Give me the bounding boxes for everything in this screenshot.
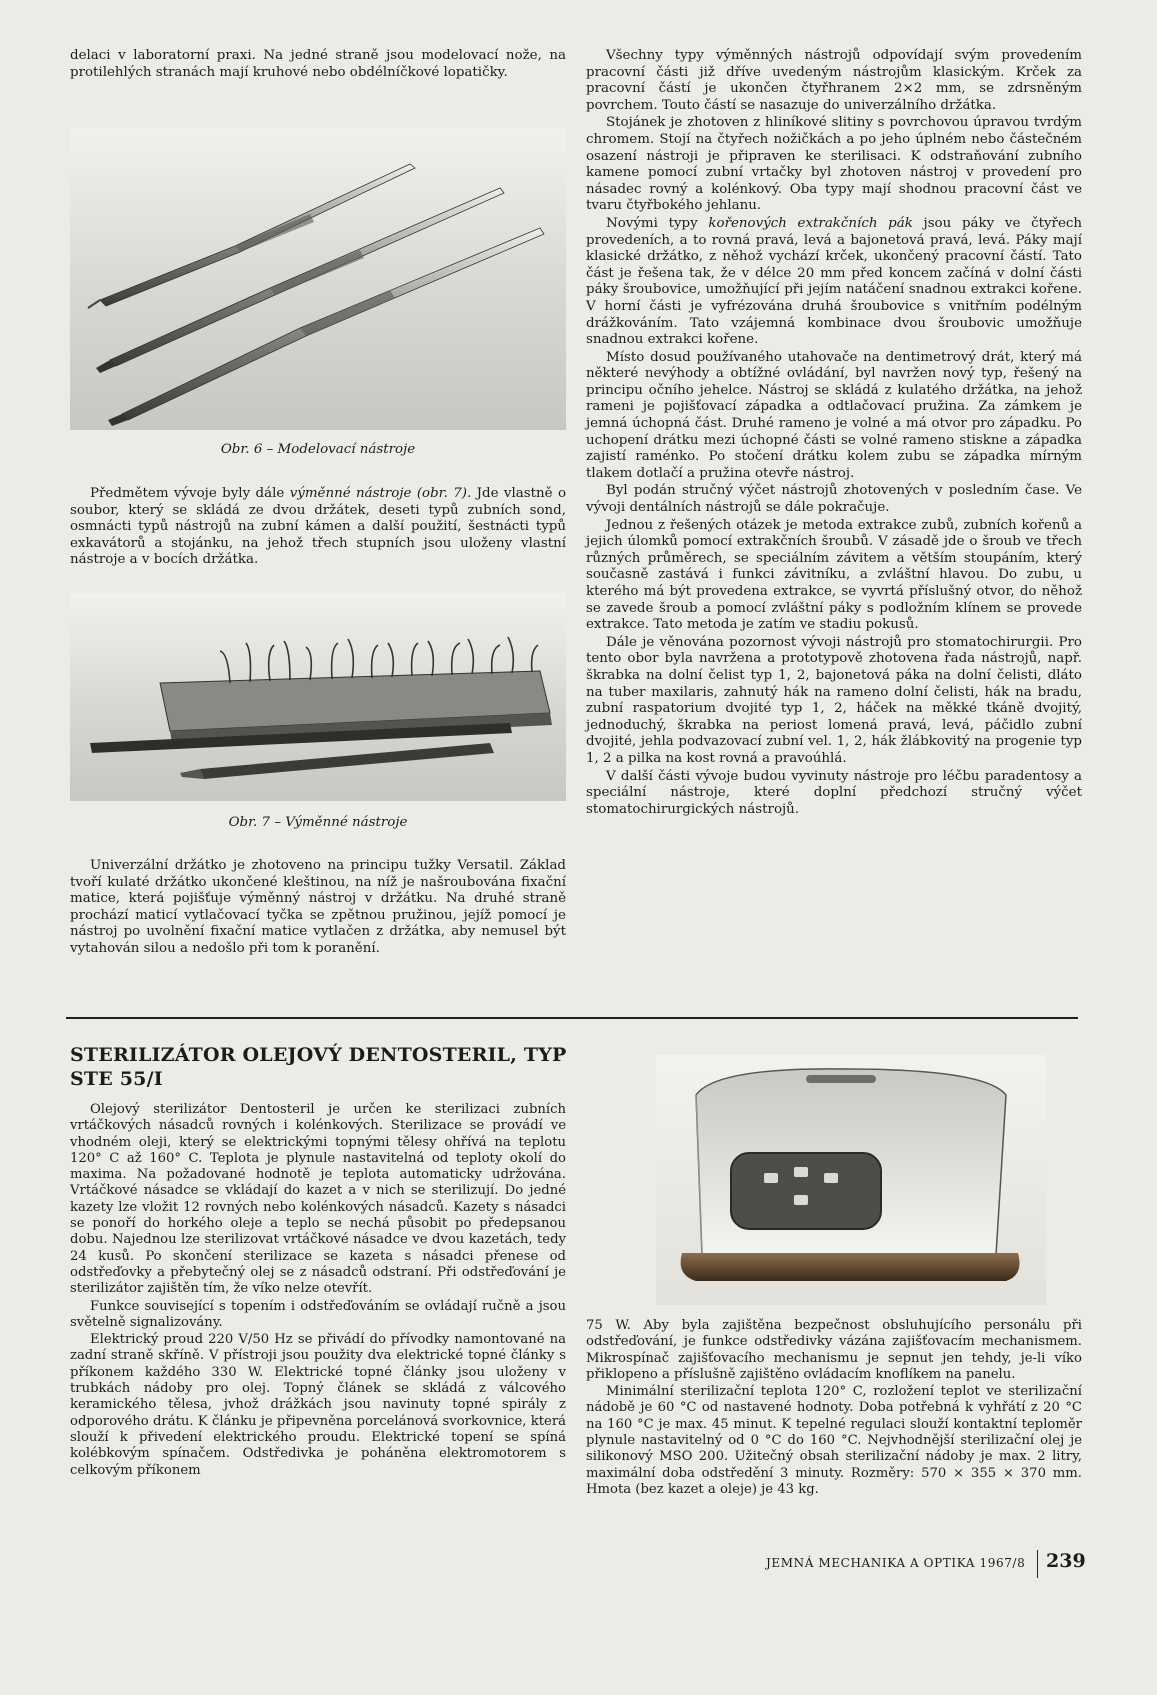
sterilizer-paragraph-5: Minimální sterilizační teplota 120° C, rozložení teplot ve sterilizační nádobě je 60 °C od nastavené hodnoty. Doba potřebná k vyhřátí z 20 °C na 160 °C je max. 45 minut. K tepelné regulaci slouží kontaktní teploměr plynule nastavitelný od 0 °C do 160 °C. Nejvhodnější sterilizační olej je silikonový MSO 200. Užitečný obsah sterilizační nádoby je max. 2 litry, maximální doba odstředění 3 minuty. Rozměry: 570 × 355 × 370 mm. Hmota (bez kazet a oleje) je 43 kg.	[586, 1384, 1082, 1497]
right-paragraph-4: Místo dosud používaného utahovače na dentimetrový drát, který má některé nevýhody a obtížné ovládání, byl navržen nový typ, řešený na principu očního jehelce. Nástroj se skládá z kulatého držátka, na jehož rameni je pojišťovací západka a odtlačovací pružina. Za zámkem je jemná úchopná část. Druhé rameno je volné a má otvor pro západku. Po uchopení drátku mezi úchopné části se volné rameno stiskne a západka zajistí raménko. Po stočení drátku kolem zubu se západka mírným tlakem dotlačí a pružina otevře nástroj.	[586, 349, 1082, 481]
control-panel	[731, 1153, 881, 1229]
sterilizer-base	[681, 1253, 1020, 1281]
journal-footer: JEMNÁ MECHANIKA A OPTIKA 1967/8	[766, 1556, 1026, 1570]
modeling-tools-photo	[70, 128, 566, 430]
tool-3	[108, 228, 544, 426]
article-title-line-2: STE 55/I	[70, 1068, 163, 1090]
indicator-light	[824, 1173, 838, 1183]
left-column-bottom	[70, 858, 566, 958]
text-run: Předmětem vývoje byly dále	[90, 486, 290, 501]
sterilizer-paragraph-3: Elektrický proud 220 V/50 Hz se přivádí do přívodky namontované na zadní straně skříně. V přístroji jsou použity dva elektrické topné články s příkonem každého 330 W. Elektrické topné články jsou uloženy v trubkách nádoby pro olej. Topný článek se skládá z válcového keramického tělesa, jvhož drážkách jsou navinuty topné spirály z odporového drátu. K článku je připevněna porcelánová svorkovnice, která slouží k přivedení elektrického proudu. Elektrické topení se spíná kolébkovým spínačem. Odstředivka je poháněna elektromotorem s celkovým příkonem	[70, 1332, 566, 1478]
universal-handle	[180, 743, 494, 779]
left-column-mid	[70, 486, 566, 569]
figure-7-caption: Obr. 7 – Výměnné nástroje	[228, 815, 408, 830]
left-column-intro	[70, 48, 566, 81]
sterilizer-paragraph-1: Olejový sterilizátor Dentosteril je určen ke sterilizaci zubních vrtáčkových násadců rovných i kolénkových. Sterilizace se provádí ve vhodném oleji, který se elektrickými topnými tělesy ohřívá na teplotu 120° C až 160° C. Teplota je plynule nastavitelná od teploty okolí do maxima. Na požadované hodnotě je teplota automaticky udržována. Vrtáčkové násadce se vkládají do kazet a v nich se sterilizují. Do jedné kazety lze vložit 12 rovných nebo kolénkových násadců. Kazety s násadci se ponoří do horkého oleje a teplo se nechá působit po předepsanou dobu. Najednou lze sterilizovat vrtáčkové násadce ve dvou kazetách, tedy 24 kusů. Po skončení sterilizace se kazeta s násadci přenese od odstřeďovky a přebytečný olej se z násadců odstraní. Při odstřeďování je sterilizátor zajištěn tím, že víko nelze otevřít.	[70, 1102, 566, 1297]
article-right-column	[586, 1318, 1082, 1498]
lid-handle	[806, 1075, 876, 1083]
universal-handle-paragraph: Univerzální držátko je zhotoveno na principu tužky Versatil. Základ tvoří kulaté držátko ukončené kleštinou, na níž je našroubována fixační matice, která pojišťuje výměnný nástroj v držátku. Na druhé straně prochází maticí vytlačovací tyčka se zpětnou pružinou, jejíž pomocí je nástroj po uvolnění fixační matice vytlačen z držátka, aby nemusel být vytahován silou a nedošlo při tom k poranění.	[70, 858, 566, 956]
tool-1	[88, 164, 415, 308]
right-paragraph-7: Dále je věnována pozornost vývoji nástrojů pro stomatochirurgii. Pro tento obor byla navržena a prototypově zhotovena řada nástrojů, např. škrabka na dolní čelist typ 1, 2, bajonetová páka na dolní čelisti, dláto na tuber maxilaris, zahnutý hák na rameno dolní čelisti, hák na bradu, zubní raspatorium dvojité typ 1, 2, háček na měkké tkáně dvojitý, jednoduchý, škrabka na periost lomená pravá, levá, páčidlo zubní dvojité, jehla podvazovací zubní vel. 1, 2, hák žlábkovitý na progenie typ 1, 2 a pilka na kost rovná a pravoúhlá.	[586, 634, 1082, 766]
article-left-column	[70, 1102, 566, 1479]
sterilizer-illustration	[656, 1055, 1046, 1305]
emphasis-run: kořenových extrakčních pák	[708, 215, 913, 231]
footer-separator	[1037, 1550, 1038, 1578]
sterilizer-paragraph-2: Funkce související s topením i odstřeďováním se ovládají ručně a jsou světelně signalizovány.	[70, 1298, 566, 1330]
figure-6-modeling-tools	[70, 128, 566, 430]
text-run: Novými typy	[606, 215, 709, 231]
right-paragraph-8: V další části vývoje budou vyvinuty nástroje pro léčbu paradentosy a speciální nástroje, které doplní předchozí stručný výčet stomatochirurgických nástrojů.	[586, 768, 1082, 817]
right-paragraph-3	[586, 216, 1082, 349]
right-paragraph-2: Stojánek je zhotoven z hliníkové slitiny s povrchovou úpravou tvrdým chromem. Stojí na čtyřech nožičkách a po jeho úplném nebo částečném osazení nástroji je připraven ke sterilisaci. K odstraňování zubního kamene pomocí zubní vrtačky byl zhotoven nástroj v provedení pro násadec rovný a kolénkový. Oba typy mají shodnou pracovní část ve tvaru čtyřbokého jehlanu.	[586, 115, 1082, 214]
page-number: 239	[1046, 1550, 1086, 1572]
text-run: jsou páky ve čtyřech provedeních, a to rovná pravá, levá a bajonetová pravá, levá. Páky mají klasické držátko, z něhož vychází krček, ukončený pracovní částí. Tato část je řešena tak, že v délce 20 mm před koncem začíná v dolní části páky šroubovice, umožňující při jejím natáčení snadnou extrakci kořene. V horní části je vyfrézována druhá šroubovice s vnitřním podélným drážkováním. Tato vzájemná kombinace dvou šroubovic umožňuje snadnou extrakci kořene.	[586, 215, 1082, 348]
exchangeable-tools-photo	[70, 593, 566, 801]
sterilizer-photo	[656, 1055, 1046, 1305]
indicator-light	[764, 1173, 778, 1183]
right-paragraph-1: Všechny typy výměnných nástrojů odpovídají svým provedením pracovní části již dříve uvedeným nástrojům klasickým. Krček za pracovní částí je ukončen čtyřhranem 2×2 mm, se zdrsněným povrchem. Touto částí se nasazuje do univerzálního držátka.	[586, 48, 1082, 113]
exchangeable-tools-paragraph	[70, 486, 566, 569]
right-paragraph-5: Byl podán stručný výčet nástrojů zhotovených v posledním čase. Ve vývoji dentálních nástrojů se dále pokračuje.	[586, 483, 1082, 516]
article-title-line-1: STERILIZÁTOR OLEJOVÝ DENTOSTERIL, TYP	[70, 1044, 567, 1066]
article-title	[70, 1043, 570, 1091]
figure-7-exchangeable-tools	[70, 593, 566, 801]
indicator-light	[794, 1195, 808, 1205]
indicator-light	[794, 1167, 808, 1177]
section-divider	[66, 1017, 1078, 1019]
text-run: Jde vlastně o soubor, který se skládá ze dvou držátek, deseti typů zubních sond, osmnácti typů nástrojů na zubní kámen a další použití, šestnácti typů exkavátorů a stojánku, na jehož třech stupních jsou uloženy vlastní nástroje a v bocích držátka.	[70, 486, 567, 568]
tool-stand	[90, 671, 552, 753]
sterilizer-paragraph-4: 75 W. Aby byla zajištěna bezpečnost obsluhujícího personálu při odstřeďování, je funkce odstředivky vázána zajišťovacím mechanismem. Mikrospínač zajišťovacího mechanismu je sepnut jen tehdy, je-li víko přiklopeno a příslušně zajištěno ovládacím knoflíkem na panelu.	[586, 1318, 1082, 1382]
right-column	[586, 48, 1082, 818]
figure-6-caption: Obr. 6 – Modelovací nástroje	[220, 442, 416, 457]
emphasis-run: výměnné nástroje (obr. 7).	[289, 486, 472, 501]
right-paragraph-6: Jednou z řešených otázek je metoda extrakce zubů, zubních kořenů a jejich úlomků pomocí extrakčních šroubů. V zásadě jde o šroub ve třech různých průměrech, se speciálním závitem a větším stoupáním, který současně zastává i funkci závitníku, a zvláštní hlavou. Do zubu, u kterého má být provedena extrakce, se vyvrtá příslušný otvor, do něhož se zavede šroub a pomocí zvláštní páky s podložním klínem se provede extrakce. Tato metoda je zatím ve stadiu pokusů.	[586, 517, 1082, 633]
intro-paragraph: delaci v laboratorní praxi. Na jedné straně jsou modelovací nože, na protilehlých stranách mají kruhové nebo obdélníčkové lopatičky.	[70, 48, 566, 80]
